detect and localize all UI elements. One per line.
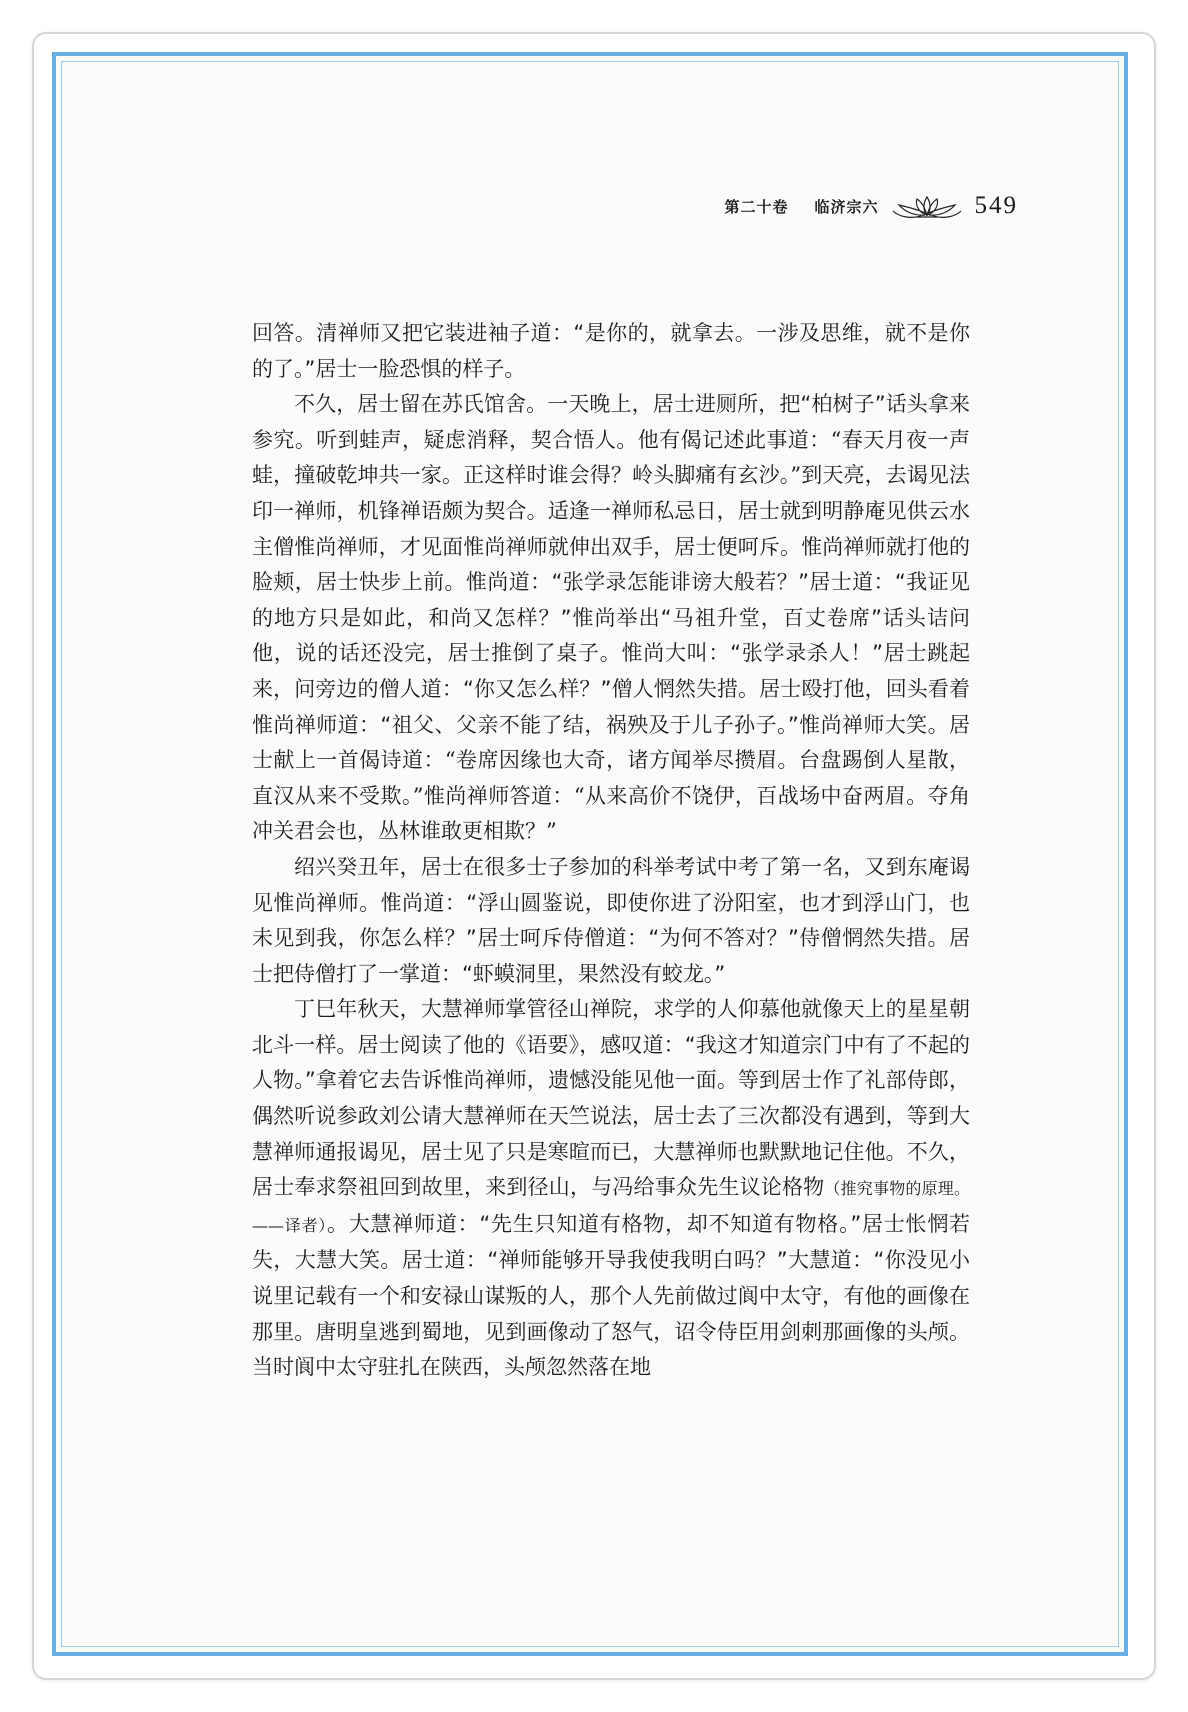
verse-3: “从来高价不饶伊，百战场中奋两眉。夺角冲关君会也，丛林谁敢更相欺？” bbox=[252, 783, 971, 844]
section-title: 临济宗六 bbox=[814, 197, 879, 216]
paragraph-4-text-b: 。大慧禅师道：“先生只知道有格物，却不知道有物格。”居士怅惘若失，大慧大笑。居士道：“禅师能够开导我使我明白吗？”大慧道：“你没见小说里记载有一个和安禄山谋叛的人，那个人先前做过阆中太守，有他的画像在那里。唐明皇逃到蜀地，见到画像动了怒气，诏令侍臣用剑刺那画像的头颅。当时阆中太守驻扎在陕西，头颅忽然落在地 bbox=[252, 1211, 970, 1380]
verse-2: “卷席因缘也大奇，诸方闻举尽攒眉。台盘踢倒人星散，直汉从来不受欺。” bbox=[252, 748, 970, 808]
main-text bbox=[252, 316, 970, 1386]
paragraph-4 bbox=[252, 992, 970, 1386]
lotus-ornament-icon bbox=[891, 191, 963, 221]
paragraph-2-text-c: 惟尚禅师答道： bbox=[423, 783, 574, 808]
chapter-title: 第二十卷 bbox=[724, 197, 789, 216]
page-number: 549 bbox=[974, 192, 1018, 219]
paragraph-3-text: 绍兴癸丑年，居士在很多士子参加的科举考试中考了第一名，又到东庵谒见惟尚禅师。惟尚道：“浮山圆鉴说，即使你进了汾阳室，也才到浮山门，也未见到我，你怎么样？”居士呵斥侍僧道：“为何不答对？”侍僧惘然失措。居士把侍僧打了一掌道：“虾蟆洞里，果然没有蛟龙。” bbox=[252, 854, 970, 986]
paragraph-2-text-a: 不久，居士留在苏氏馆舍。一天晚上，居士进厕所，把“柏树子”话头拿来参究。听到蛙声，疑虑消释，契合悟人。他有偈记述此事道： bbox=[252, 392, 970, 452]
paragraph-4-text-a: 丁巳年秋天，大慧禅师掌管径山禅院，求学的人仰慕他就像天上的星星朝北斗一样。居士阅读了他的《语要》，感叹道：“我这才知道宗门中有了不起的人物。”拿着它去告诉惟尚禅师，遗憾没能见他一面。等到居士作了礼部侍郎，偶然听说参政刘公请大慧禅师在天竺说法，居士去了三次都没有遇到，等到大慧禅师通报谒见，居士见了只是寒暄而已，大慧禅师也默默地记住他。不久，居士奉求祭祖回到故里，来到径山，与冯给事众先生议论格物 bbox=[252, 997, 970, 1200]
paragraph-3 bbox=[252, 850, 970, 992]
translator-note: （推究事物的原理。——译者） bbox=[252, 1179, 970, 1235]
paragraph-2-text-b: 到天亮，去谒见法印一禅师，机锋禅语颇为契合。适逢一禅师私忌日，居士就到明静庵见供云水主僧惟尚禅师，才见面惟尚禅师就伸出双手，居士便呵斥。惟尚禅师就打他的脸颊，居士快步上前。惟尚道：“张学录怎能诽谤大般若？”居士道：“我证见的地方只是如此，和尚又怎样？”惟尚举出“马祖升堂，百丈卷席”话头诘问他，说的话还没完，居士推倒了桌子。惟尚大叫：“张学录杀人！”居士跳起来，问旁边的僧人道：“你又怎么样？”僧人惘然失措。居士殴打他，回头看着惟尚禅师道：“祖父、父亲不能了结，祸殃及于儿子孙子。”惟尚禅师大笑。居士献上一首偈诗道： bbox=[252, 463, 971, 773]
paragraph-1 bbox=[252, 316, 970, 387]
paragraph-2 bbox=[252, 387, 970, 850]
paragraph-1-text: 回答。清禅师又把它装进袖子道：“是你的，就拿去。一涉及思维，就不是你的了。”居士一脸恐惧的样子。 bbox=[252, 321, 970, 381]
verse-1: “春天月夜一声蛙，撞破乾坤共一家。正这样时谁会得？岭头脚痛有玄沙。” bbox=[252, 427, 970, 488]
running-header bbox=[724, 188, 1018, 224]
